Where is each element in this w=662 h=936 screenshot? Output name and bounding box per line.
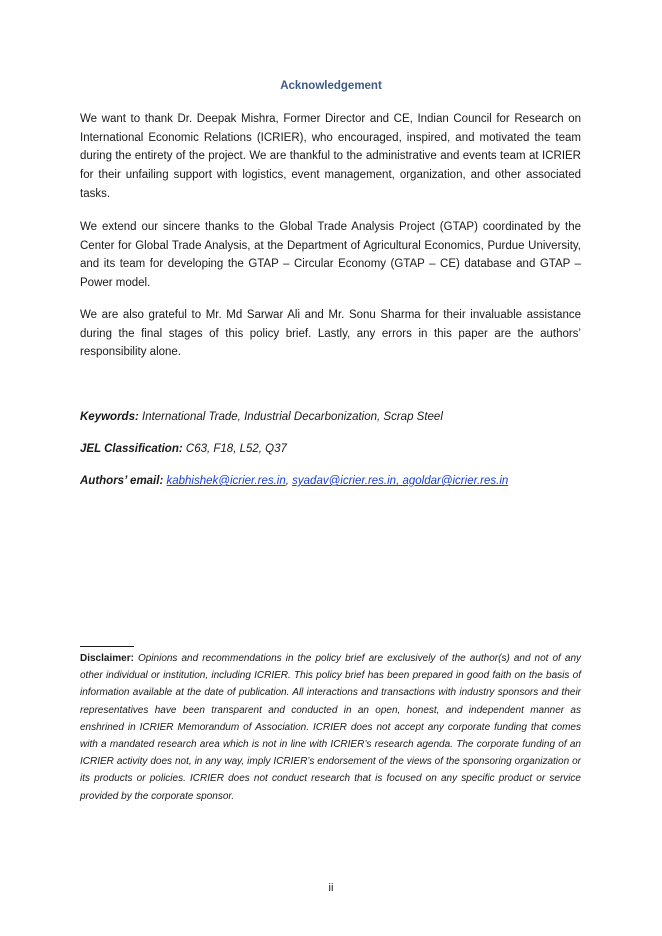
jel-label: JEL Classification: (80, 443, 183, 455)
acknowledgement-paragraph-1: We want to thank Dr. Deepak Mishra, Former Director and CE, Indian Council for Research on International Economic Relations (ICRIER), who encouraged, inspired, and motivated the team during the entirety of the project. We are thankful to the administrative and events team at ICRIER for their unfailing support with logistics, event management, organization, and other associated tasks. (80, 113, 581, 200)
disclaimer-text: Opinions and recommendations in the policy brief are exclusively of the author(s) and not of any other individual or institution, including ICRIER. This policy brief has been prepared in good faith on the basis of information available at the date of publication. All interactions and transactions with industry sponsors and their representatives have been transparent and conducted in an open, honest, and independent manner as enshrined in ICRIER Memorandum of Association. ICRIER does not accept any corporate funding that comes with a mandated research area which is not in line with ICRIER’s research agenda. The corporate funding of an ICRIER activity does not, in any way, imply ICRIER’s endorsement of the views of the sponsoring organization or its products or policies. ICRIER does not conduct research that is focused on any specific product or service provided by the corporate sponsor. (80, 653, 582, 802)
email-link-syadav-agoldar[interactable]: syadav@icrier.res.in, agoldar@icrier.res.in (292, 475, 509, 487)
disclaimer-label: Disclaimer: (80, 653, 134, 664)
authors-email-line (80, 472, 600, 490)
jel-value: C63, F18, L52, Q37 (185, 443, 287, 455)
jel-classification-line (80, 440, 600, 458)
authors-email-label: Authors’ email: (80, 475, 164, 487)
keywords-label: Keywords: (80, 411, 139, 423)
footnote-divider (80, 646, 134, 647)
keywords-value: International Trade, Industrial Decarbonization, Scrap Steel (142, 411, 443, 423)
acknowledgement-paragraph-2: We extend our sincere thanks to the Global Trade Analysis Project (GTAP) coordinated by the Center for Global Trade Analysis, at the Department of Agricultural Economics, Purdue University, and its team for developing the GTAP – Circular Economy (GTAP – CE) database and GTAP – Power model. (80, 221, 581, 290)
page-title: Acknowledgement (280, 80, 382, 92)
page-number: ii (328, 882, 334, 894)
email-separator: , (285, 475, 289, 487)
email-link-kabhishek[interactable]: kabhishek@icrier.res.in (166, 475, 286, 487)
disclaimer-block (80, 650, 581, 805)
keywords-line (80, 408, 600, 426)
acknowledgement-paragraph-3: We are also grateful to Mr. Md Sarwar Ali and Mr. Sonu Sharma for their invaluable assistance during the final stages of this policy brief. Lastly, any errors in this paper are the authors’ responsibility alone. (80, 309, 581, 359)
